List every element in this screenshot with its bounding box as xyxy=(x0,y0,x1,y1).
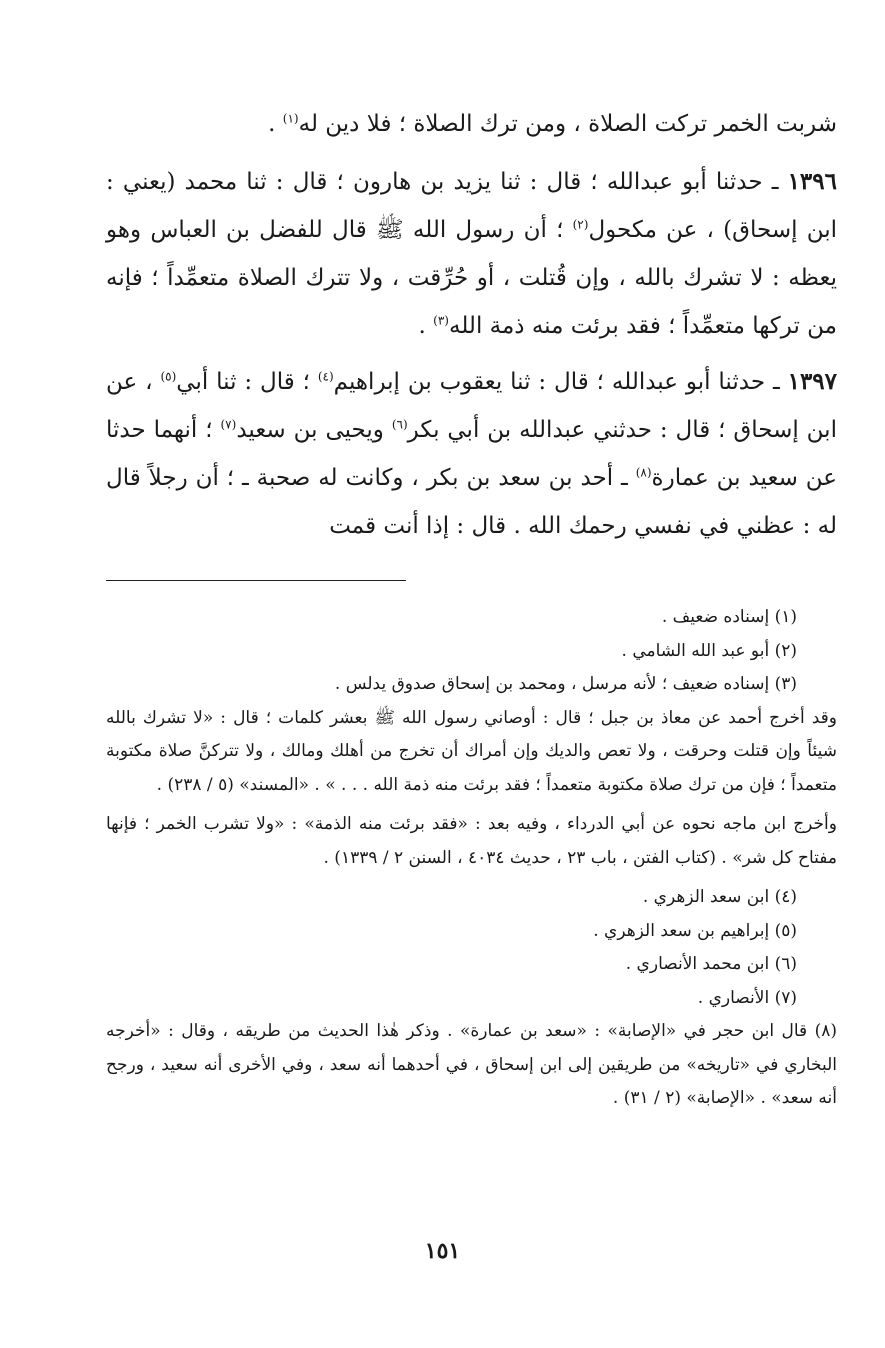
paragraph-text: . xyxy=(418,313,434,339)
footnote-ref[interactable]: (٨) xyxy=(635,465,652,480)
paragraph-text: ـ حدثنا أبو عبدالله ؛ قال : ثنا يعقوب بن إبراهيم xyxy=(333,369,788,395)
footnote-ref[interactable]: (٤) xyxy=(317,369,334,384)
footnote-ref[interactable]: (٢) xyxy=(572,217,589,232)
footnote-6: (٦) ابن محمد الأنصاري . xyxy=(625,954,797,974)
paragraph-text: ؛ أنهما حدثا عن سعيد بن عمارة xyxy=(106,417,837,491)
footnotes xyxy=(106,601,837,1116)
footnote-8: (٨) قال ابن حجر في «الإصابة» : «سعد بن عمارة» . وذكر هٰذا الحديث من طريقه ، وقال : «أخرجه البخاري في «تاريخه» من طريقين إلى ابن إسحاق ، في أحدهما أنه سعد ، وفي الأخرى أنه سعيد ، ورجح أنه سعد» . «الإصابة» (٢ / ٣١) . xyxy=(106,1021,837,1108)
page-body xyxy=(106,100,837,1122)
hadith-1397 xyxy=(106,358,837,550)
paragraph-text: ؛ أن رسول الله ﷺ قال للفضل بن العباس وهو يعظه : لا تشرك بالله ، وإن قُتلت ، أو حُرِّقت ، ولا تترك الصلاة متعمِّداً ؛ فإنه من تركها متعمِّداً ؛ فقد برئت منه ذمة الله xyxy=(106,217,837,339)
page-number: ١٥١ xyxy=(424,1238,461,1264)
paragraph-text: ـ أحد بن سعد بن بكر ، وكانت له صحبة ـ ؛ أن رجلاً قال له : عظني في نفسي رحمك الله . قال : إذا أنت قمت xyxy=(106,465,837,539)
paragraph-text: ؛ قال : ثنا أبي xyxy=(176,369,318,395)
footnote-4: (٤) ابن سعد الزهري . xyxy=(642,887,797,907)
footnote-3: (٣) إسناده ضعيف ؛ لأنه مرسل ، ومحمد بن إسحاق صدوق يدلس . xyxy=(334,674,797,694)
paragraph-text: ، عن ابن إسحاق ؛ قال : حدثني عبدالله بن أبي بكر xyxy=(106,369,837,443)
paragraph-text: ـ حدثنا أبو عبدالله ؛ قال : ثنا يزيد بن هارون ؛ قال : ثنا محمد (يعني : ابن إسحاق) ، عن مكحول xyxy=(106,169,837,243)
footnote-1: (١) إسناده ضعيف . xyxy=(661,607,797,627)
hadith-number: ١٣٩٧ xyxy=(787,368,838,395)
footnote-7: (٧) الأنصاري . xyxy=(697,987,797,1008)
footnote-5: (٥) إبراهيم بن سعد الزهري . xyxy=(593,920,797,941)
paragraph-text: ويحيى بن سعيد xyxy=(236,417,392,443)
footnote-2: (٢) أبو عبد الله الشامي . xyxy=(621,640,797,661)
footnote-ref[interactable]: (٥) xyxy=(160,369,177,384)
footnote-ref[interactable]: (١) xyxy=(282,111,299,126)
footnote-ref[interactable]: (٧) xyxy=(220,417,237,432)
footnote-3-continuation-b: وأخرج ابن ماجه نحوه عن أبي الدرداء ، وفيه بعد : «فقد برئت منه الذمة» : «ولا تشرب الخمر ؛ فإنها مفتاح كل شر» . (كتاب الفتن ، باب ٢٣ ، حديث ٤٠٣٤ ، السنن ٢ / ١٣٣٩) . xyxy=(106,814,837,868)
footnote-ref[interactable]: (٣) xyxy=(433,313,449,328)
paragraph-text: شربت الخمر تركت الصلاة ، ومن ترك الصلاة ؛ فلا دين له xyxy=(298,111,837,137)
footnote-ref[interactable]: (٦) xyxy=(391,417,408,432)
footnote-separator xyxy=(106,580,406,581)
paragraph-text: . xyxy=(268,111,283,137)
hadith-number: ١٣٩٦ xyxy=(787,168,837,195)
paragraph-continuation xyxy=(106,100,837,148)
hadith-1396 xyxy=(106,158,837,350)
footnote-3-continuation-a: وقد أخرج أحمد عن معاذ بن جبل ؛ قال : أوصاني رسول الله ﷺ بعشر كلمات ؛ قال : «لا تشرك بالله شيئاً وإن قتلت وحرقت ، ولا تعص والديك وإن أمراك أن تخرج من أهلك ومالك ، ولا تتركنَّ صلاة مكتوبة متعمداً ؛ فإن من ترك صلاة مكتوبة متعمداً ؛ فقد برئت منه ذمة الله . . . » . «المسند» (٥ / ٢٣٨) . xyxy=(106,707,837,795)
